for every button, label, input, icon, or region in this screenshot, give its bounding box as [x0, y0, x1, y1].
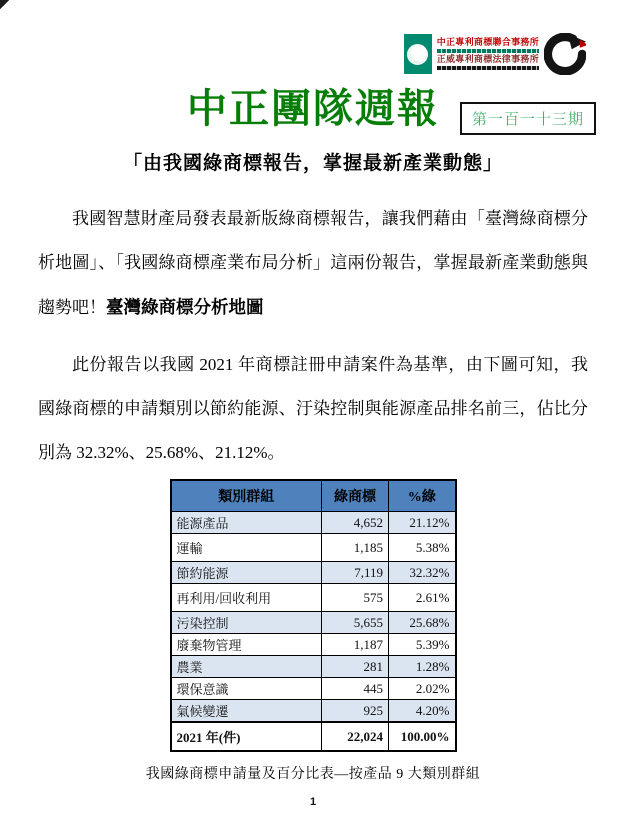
green-trademark-table [170, 479, 457, 752]
percent-cell: 2.61% [389, 584, 456, 612]
page-number: 1 [309, 796, 317, 808]
total-percent: 100.00% [389, 722, 456, 751]
corner-artifact [0, 0, 9, 9]
count-cell: 1,185 [322, 534, 389, 562]
category-cell: 氣候變遷 [171, 700, 322, 723]
table-row [171, 612, 456, 634]
firm-name-line2: 正威專利商標法律事務所 [436, 54, 539, 64]
count-cell: 281 [322, 656, 389, 678]
category-cell: 能源產品 [171, 512, 322, 534]
table-row [171, 562, 456, 584]
article-headline: 「由我國綠商標報告，掌握最新產業動態」 [122, 153, 503, 174]
firm-name-line1: 中正專利商標聯合事務所 [436, 36, 539, 47]
table-row [171, 584, 456, 612]
percent-cell: 32.32% [389, 562, 456, 584]
count-cell: 575 [322, 584, 389, 612]
emblem-circle [407, 44, 428, 65]
table-row [171, 534, 456, 562]
firm-english-bar-2 [437, 66, 539, 70]
paragraph-intro-text: 我國智慧財產局發表最新版綠商標報告，讓我們藉由「臺灣綠商標分析地圖」、「我國綠商標產業布局分析」這兩份報告，掌握最新產業動態與趨勢吧！ [38, 209, 588, 317]
issue-number-box: 第一百一十三期 [460, 102, 596, 135]
percent-cell: 25.68% [389, 612, 456, 634]
total-count: 22,024 [322, 722, 389, 751]
firm-names [437, 37, 539, 72]
count-cell: 5,655 [322, 612, 389, 634]
firm-english-bar-1 [437, 49, 539, 53]
percent-cell: 1.28% [389, 656, 456, 678]
table-head [171, 480, 456, 512]
category-cell: 節約能源 [171, 562, 322, 584]
paragraph-intro-bold: 臺灣綠商標分析地圖 [106, 297, 264, 317]
percent-cell: 21.12% [389, 512, 456, 534]
firm-emblem-icon [404, 34, 432, 74]
category-cell: 再利用/回收利用 [171, 584, 322, 612]
table-header-row [171, 480, 456, 512]
table-total-row [171, 722, 456, 751]
category-cell: 運輸 [171, 534, 322, 562]
table-foot [171, 722, 456, 751]
count-cell: 4,652 [322, 512, 389, 534]
category-cell: 污染控制 [171, 612, 322, 634]
table-row [171, 512, 456, 534]
header-category: 類別群組 [171, 480, 322, 512]
paragraph-analysis: 此份報告以我國 2021 年商標註冊申請案件為基準，由下圖可知，我國綠商標的申請類別以節約能源、汙染控制與能源產品排名前三，佔比分別為 32.32%、25.68%、21.12%。 [38, 355, 588, 462]
total-label: 2021 年(件) [171, 722, 322, 751]
percent-cell: 2.02% [389, 678, 456, 700]
table-row [171, 678, 456, 700]
paragraph-intro [38, 197, 588, 330]
category-cell: 農業 [171, 656, 322, 678]
percent-cell: 5.38% [389, 534, 456, 562]
category-cell: 廢棄物管理 [171, 634, 322, 656]
firm-logo [404, 33, 586, 75]
count-cell: 445 [322, 678, 389, 700]
percent-cell: 5.39% [389, 634, 456, 656]
count-cell: 925 [322, 700, 389, 723]
header-percent: %綠 [389, 480, 456, 512]
newsletter-title: 中正團隊週報 [187, 87, 439, 131]
percent-cell: 4.20% [389, 700, 456, 723]
count-cell: 7,119 [322, 562, 389, 584]
table-row [171, 656, 456, 678]
header-count: 綠商標 [322, 480, 389, 512]
table-body [171, 512, 456, 723]
table-row [171, 700, 456, 723]
count-cell: 1,187 [322, 634, 389, 656]
category-cell: 環保意識 [171, 678, 322, 700]
table-row [171, 634, 456, 656]
table-caption: 我國綠商標申請量及百分比表—按產品 9 大類別群組 [145, 767, 481, 782]
swoosh-logo-icon [544, 33, 586, 75]
